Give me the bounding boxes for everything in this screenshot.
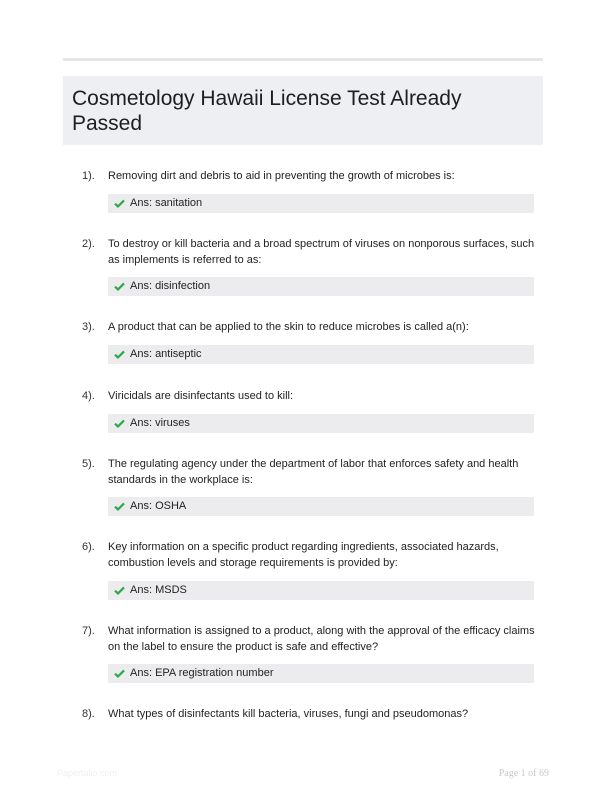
answer-box (108, 345, 534, 364)
answer-text: Ans: antiseptic (130, 348, 202, 360)
question-number: 1). (82, 170, 95, 182)
question-number: 8). (82, 708, 95, 720)
answer-box (108, 414, 534, 433)
checkmark-icon (114, 586, 125, 595)
question-number: 3). (82, 321, 95, 333)
checkmark-icon (114, 669, 125, 678)
question-number: 2). (82, 238, 95, 250)
answer-text: Ans: OSHA (130, 500, 187, 512)
answer-box (108, 277, 534, 296)
checkmark-icon (114, 282, 125, 291)
checkmark-icon (114, 350, 125, 359)
top-divider (63, 58, 543, 61)
question-text: The regulating agency under the department of labor that enforces safety and health standards in the workplace is: (108, 458, 519, 486)
question-text: Key information on a specific product regarding ingredients, associated hazards, combustion levels and storage requirements is provided by: (108, 541, 499, 569)
page-title: Cosmetology Hawaii License Test Already Passed (72, 87, 462, 135)
answer-box (108, 497, 534, 516)
question-text: To destroy or kill bacteria and a broad spectrum of viruses on nonporous surfaces, such as implements is referred to as: (108, 238, 535, 266)
question-text: Removing dirt and debris to aid in preventing the growth of microbes is: (108, 170, 455, 182)
answer-text: Ans: viruses (130, 417, 190, 429)
footer-watermark: Papertalio.com (57, 768, 118, 778)
question-number: 5). (82, 458, 95, 470)
page-indicator: Page 1 of 69 (498, 768, 549, 779)
answer-text: Ans: disinfection (130, 280, 211, 292)
question-number: 6). (82, 541, 95, 553)
answer-box (108, 581, 534, 600)
answer-text: Ans: EPA registration number (130, 667, 274, 679)
question-number: 7). (82, 625, 95, 637)
answer-text: Ans: MSDS (130, 584, 187, 596)
answer-text: Ans: sanitation (130, 197, 203, 209)
answer-box (108, 194, 534, 213)
question-text: What types of disinfectants kill bacteria, viruses, fungi and pseudomonas? (108, 708, 469, 720)
question-text: Viricidals are disinfectants used to kill: (108, 390, 294, 402)
question-number: 4). (82, 390, 95, 402)
checkmark-icon (114, 199, 125, 208)
checkmark-icon (114, 419, 125, 428)
title-banner (63, 76, 543, 145)
question-text: What information is assigned to a product, along with the approval of the efficacy claims on the label to ensure the product is safe and effective? (108, 625, 535, 653)
checkmark-icon (114, 502, 125, 511)
answer-box (108, 664, 534, 683)
question-text: A product that can be applied to the skin to reduce microbes is called a(n): (108, 321, 469, 333)
